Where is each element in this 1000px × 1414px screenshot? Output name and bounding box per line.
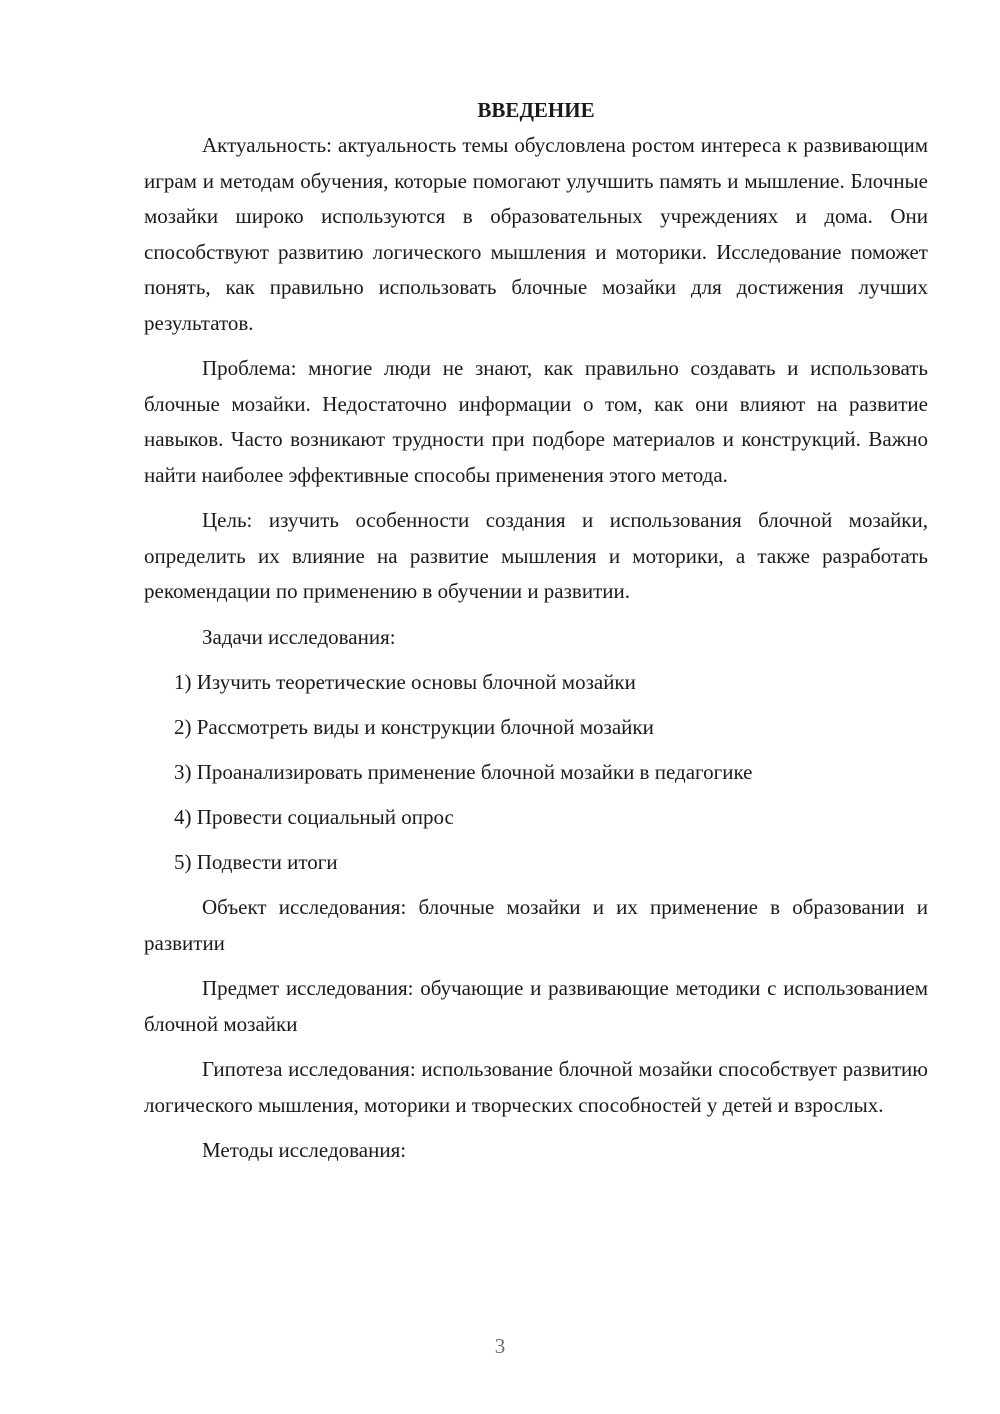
list-item: 4) Провести социальный опрос bbox=[174, 805, 454, 830]
list-item: 5) Подвести итоги bbox=[174, 850, 338, 875]
paragraph-problem: Проблема: многие люди не знают, как правильно создавать и использовать блочные мозайки. Недостаточно информации о том, как они влияют на развитие навыков. Часто возникают трудности при подборе материалов и конструкций. Важно найти наиболее эффективные способы применения этого метода. bbox=[144, 356, 928, 487]
list-item: 1) Изучить теоретические основы блочной мозайки bbox=[174, 670, 636, 694]
list-item: 2) Рассмотреть виды и конструкции блочной мозайки bbox=[174, 715, 654, 740]
tasks-list bbox=[144, 665, 928, 881]
paragraph-methods: Методы исследования: bbox=[202, 1138, 407, 1163]
paragraph-hypothesis: Гипотеза исследования: использование блочной мозайки способствует развитию логического мышления, моторики и творческих способностей у детей и взрослых. bbox=[144, 1057, 928, 1117]
paragraph-subject: Предмет исследования: обучающие и развивающие методики с использованием блочной мозайки bbox=[144, 976, 928, 1036]
page-number: 3 bbox=[494, 1334, 506, 1358]
list-item: 3) Проанализировать применение блочной мозайки в педагогике bbox=[174, 760, 753, 785]
paragraph-object: Объект исследования: блочные мозайки и их применение в образовании и развитии bbox=[144, 895, 928, 955]
paragraph-goal: Цель: изучить особенности создания и использования блочной мозайки, определить их влияние на развитие мышления и моторики, а также разработать рекомендации по применению в обучении и развитии. bbox=[144, 508, 928, 603]
paragraph-tasks-heading: Задачи исследования: bbox=[202, 624, 396, 649]
section-heading: ВВЕДЕНИЕ bbox=[477, 98, 595, 122]
paragraph-relevance: Актуальность: актуальность темы обусловлена ростом интереса к развивающим играм и методам обучения, которые помогают улучшить память и мышление. Блочные мозайки широко используются в образовательных учреждениях и дома. Они способствуют развитию логического мышления и моторики. Исследование поможет понять, как правильно использовать блочные мозайки для достижения лучших результатов. bbox=[144, 133, 928, 335]
document-page bbox=[144, 92, 928, 1179]
